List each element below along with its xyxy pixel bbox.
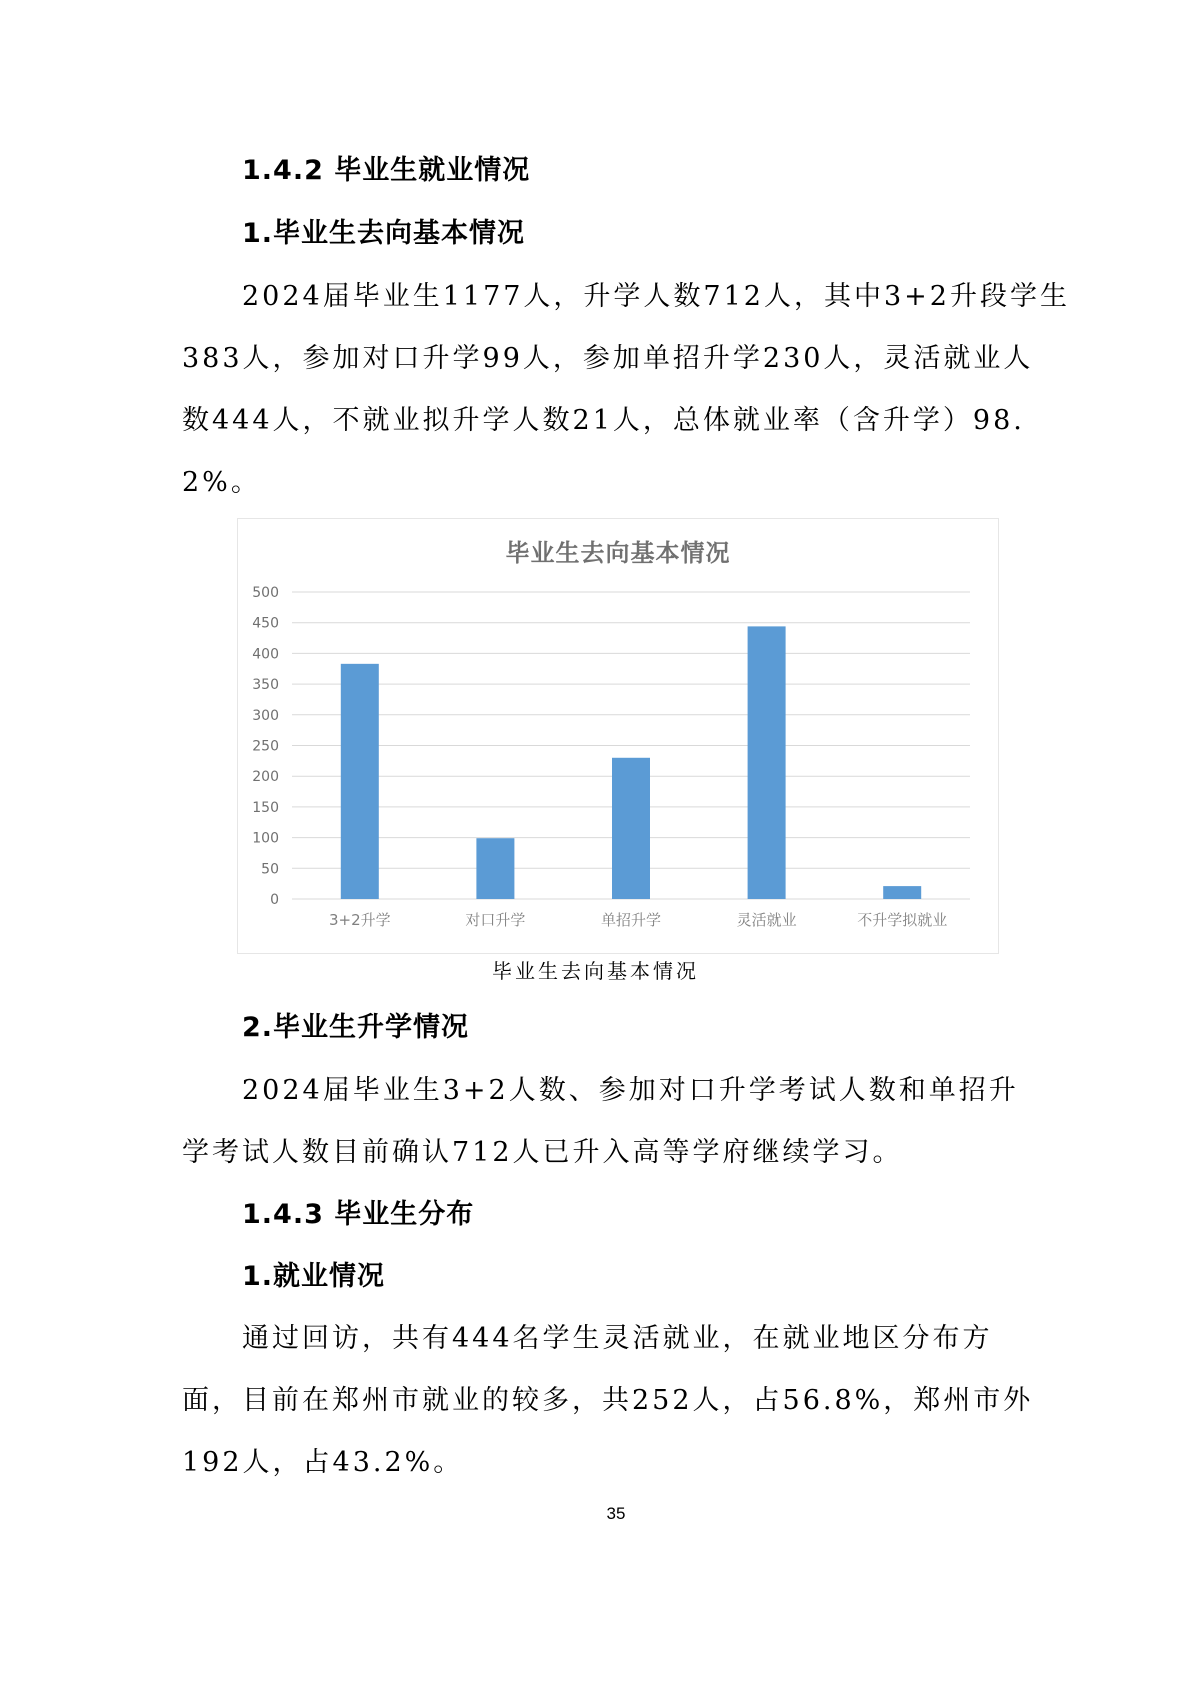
bar <box>883 886 921 899</box>
bar <box>748 626 786 899</box>
y-tick-label: 300 <box>252 707 279 724</box>
page-number: 35 <box>606 1504 626 1523</box>
y-tick-label: 350 <box>252 677 279 694</box>
x-category-label: 灵活就业 <box>736 911 797 929</box>
paragraph-line: 192人，占43.2%。 <box>182 1447 464 1478</box>
y-tick-label: 50 <box>261 861 279 878</box>
bar <box>476 838 514 899</box>
y-tick-label: 250 <box>252 738 279 755</box>
chart-title: 毕业生去向基本情况 <box>505 539 731 567</box>
subheading-further-study: 2.毕业生升学情况 <box>242 1012 470 1043</box>
y-tick-label: 500 <box>252 585 279 601</box>
paragraph-line: 2024届毕业生1177人，升学人数712人，其中3+2升段学生 <box>242 281 1070 312</box>
bar <box>612 758 650 899</box>
bar <box>341 664 379 899</box>
x-category-label: 不升学拟就业 <box>857 911 948 929</box>
y-tick-label: 200 <box>252 769 279 786</box>
subheading-destination: 1.毕业生去向基本情况 <box>242 218 526 249</box>
y-tick-label: 150 <box>252 799 279 816</box>
paragraph-line: 2024届毕业生3+2人数、参加对口升学考试人数和单招升 <box>242 1075 1019 1106</box>
x-category-label: 对口升学 <box>465 911 526 929</box>
paragraph-line: 383人，参加对口升学99人，参加单招升学230人，灵活就业人 <box>182 343 1034 374</box>
section-heading-1-4-3: 1.4.3 毕业生分布 <box>242 1199 475 1230</box>
y-tick-label: 0 <box>270 892 279 908</box>
y-tick-label: 400 <box>252 646 279 663</box>
section-heading-1-4-2: 1.4.2 毕业生就业情况 <box>242 155 531 186</box>
chart-container <box>237 518 999 954</box>
paragraph-line: 数444人，不就业拟升学人数21人，总体就业率（含升学）98. <box>182 405 1025 436</box>
y-tick-label: 450 <box>252 615 279 632</box>
x-category-label: 3+2升学 <box>328 911 391 929</box>
x-category-label: 单招升学 <box>600 911 662 929</box>
paragraph-line: 2%。 <box>182 467 261 498</box>
subheading-employment: 1.就业情况 <box>242 1261 386 1292</box>
paragraph-line: 面，目前在郑州市就业的较多，共252人，占56.8%，郑州市外 <box>182 1385 1034 1416</box>
paragraph-line: 通过回访，共有444名学生灵活就业，在就业地区分布方 <box>242 1323 993 1354</box>
bar-chart <box>238 519 998 953</box>
chart-caption: 毕业生去向基本情况 <box>492 959 699 983</box>
paragraph-line: 学考试人数目前确认712人已升入高等学府继续学习。 <box>182 1137 903 1168</box>
y-tick-label: 100 <box>252 830 279 847</box>
